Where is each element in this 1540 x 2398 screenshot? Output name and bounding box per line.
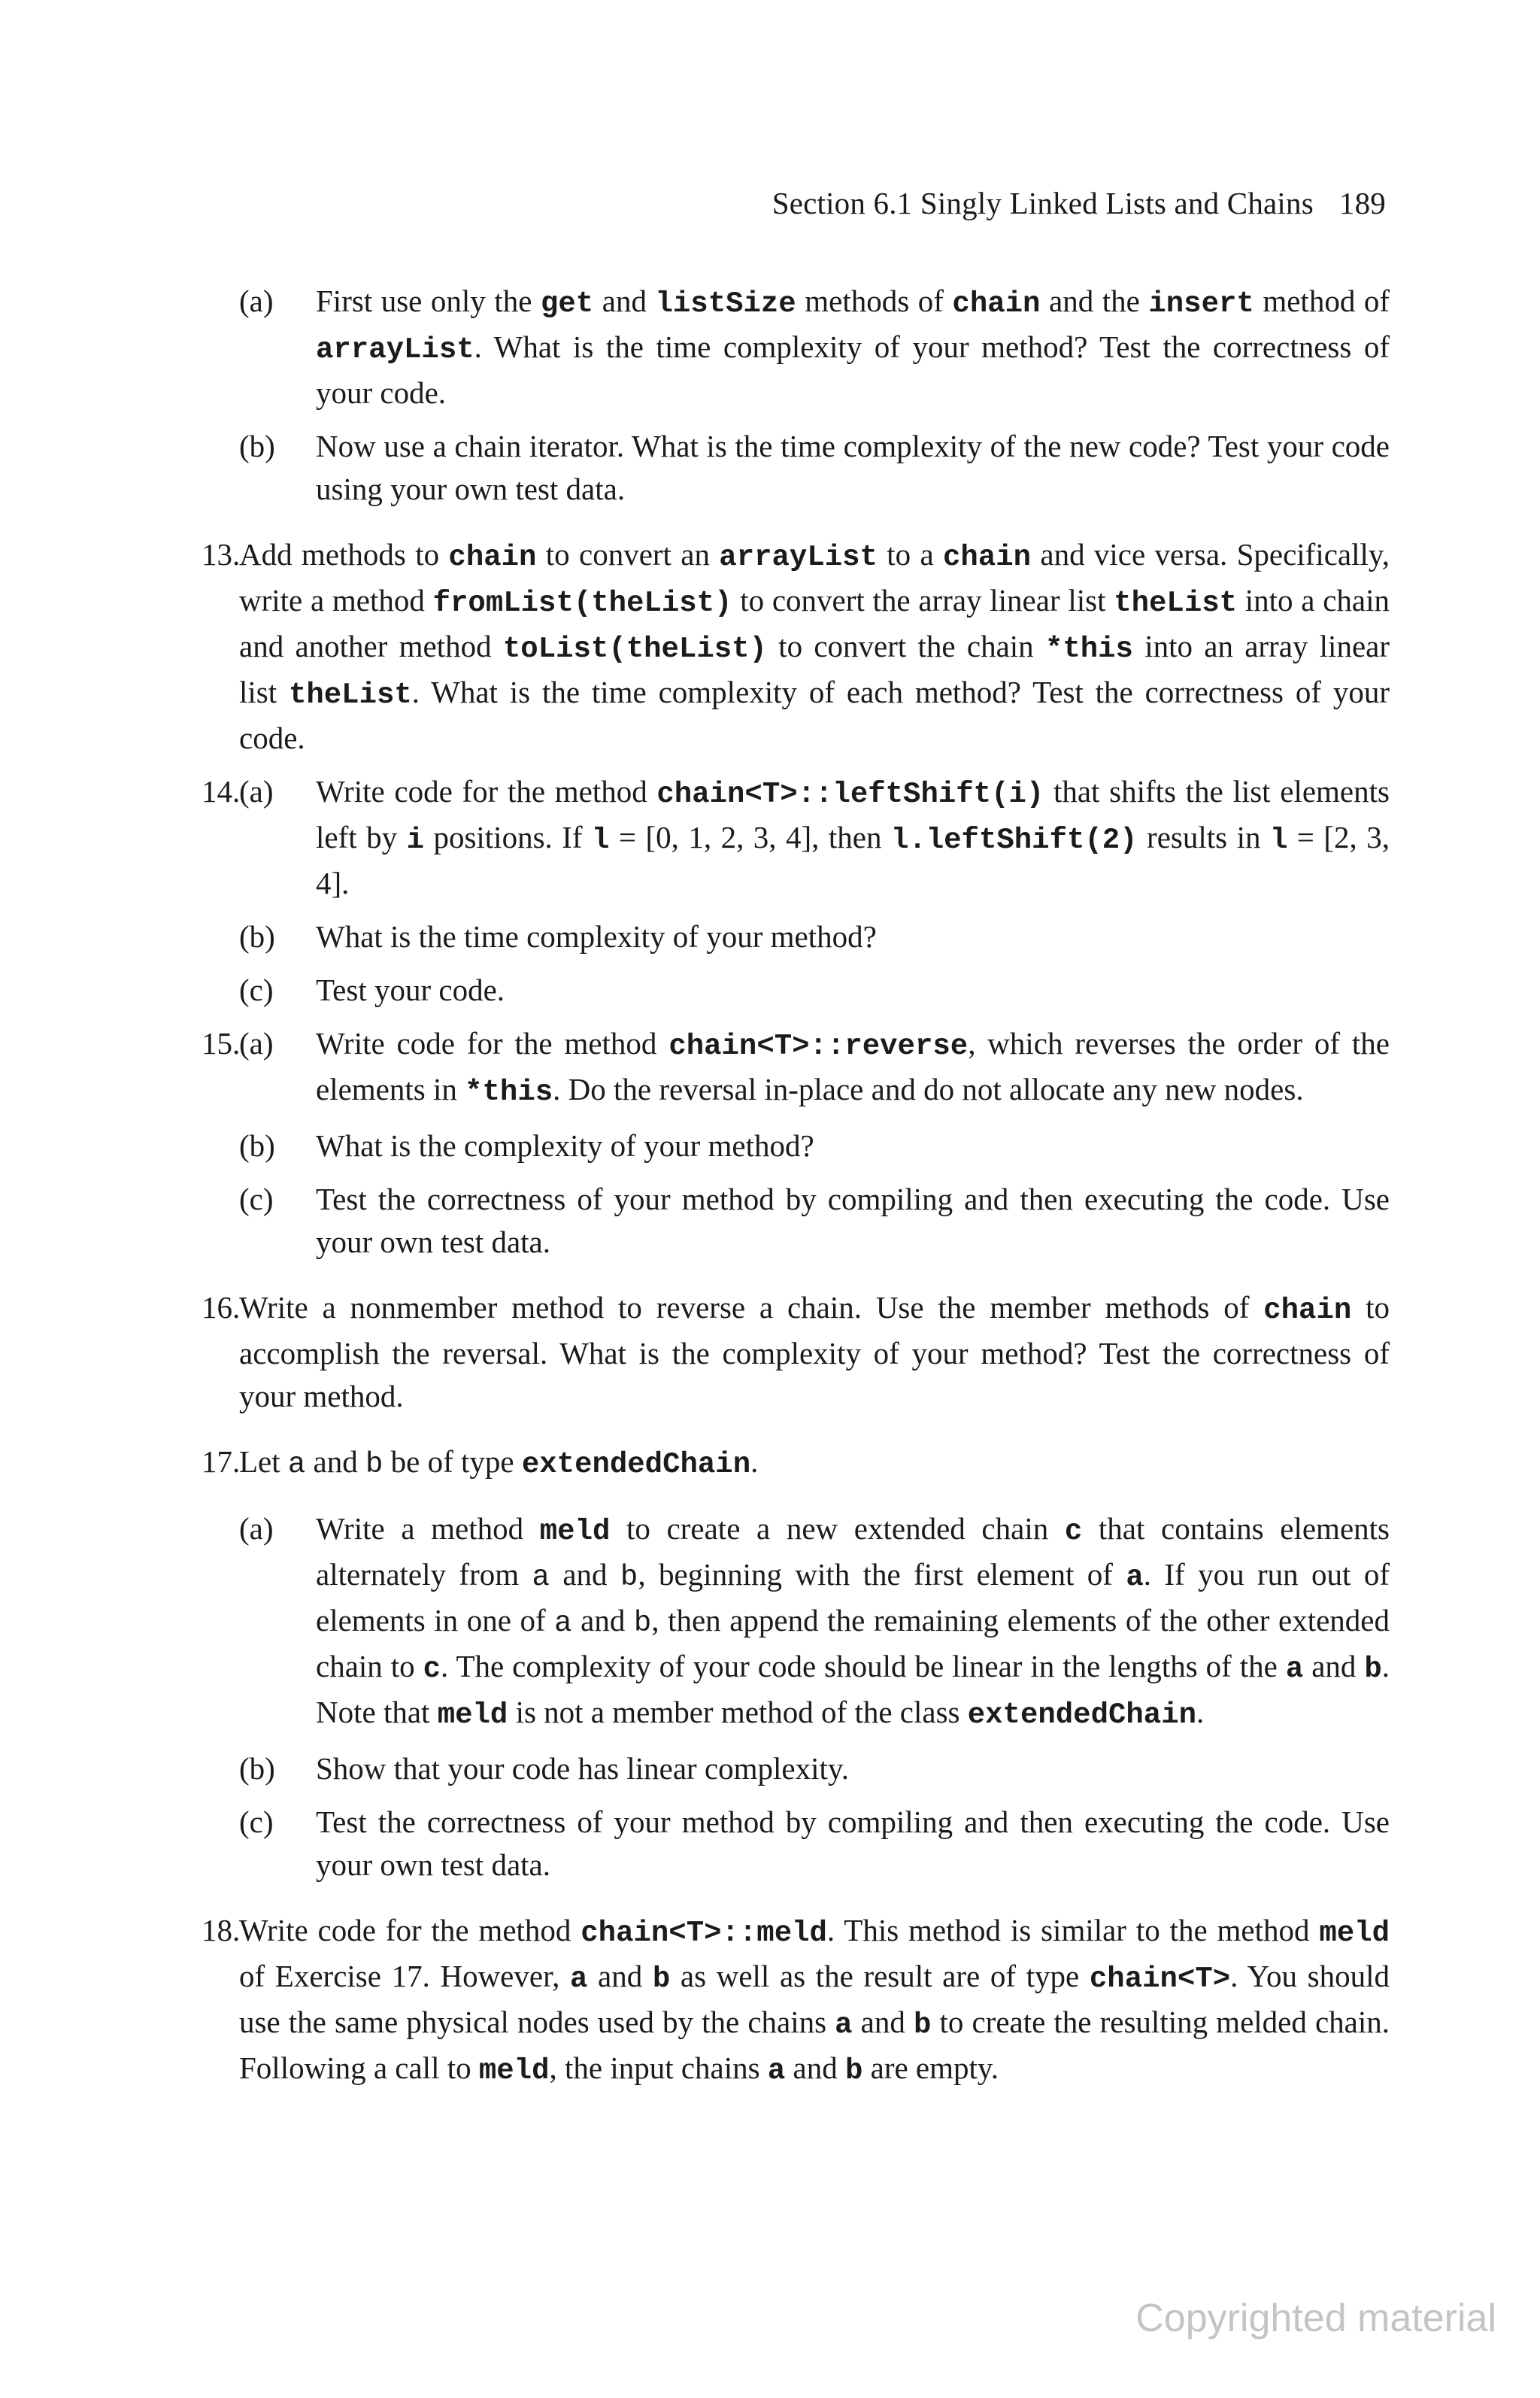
exercise-14-a: (a) Write code for the method chain<T>::leftShift(i) that shifts the list elements left by i positions. If l = [0, 1, 2, 3, 4], then l.leftShift(2) results in l = [2, 3, 4]. — [239, 774, 1390, 900]
exercise-17: 17. Let a and b be of type extendedChain. (a) Write a method meld to create a new extended chain c that contains elements alternately from a and b, beginning with the first element of a. If you run out of elements in one of a and b, then append the remaining elements of the other extended chain to c. The complexity of your code should be linear in the lengths of the a and b. Note that meld is not a member method of the class extendedChain. (b) Show that your code has linear complexity. (c) Test the correctness of your method by compiling and then executing the code. Use your own test data. — [202, 1440, 1390, 1887]
exercise-12-continuation — [202, 280, 1390, 511]
exercise-15-a: (a) Write code for the method chain<T>::reverse, which reverses the order of the elements in *this. Do the reversal in-place and do not allocate any new nodes. — [239, 1026, 1390, 1109]
section-title: Section 6.1 Singly Linked Lists and Chains — [772, 186, 1314, 220]
exercise-17-intro: Let a and b be of type extendedChain. — [239, 1444, 759, 1481]
exercise-14-c: (c) Test your code. — [239, 973, 505, 1007]
exercise-15-b: (b) What is the complexity of your method? — [239, 1128, 814, 1163]
exercise-14: 14. (a) Write code for the method chain<T>::leftShift(i) that shifts the list elements left by i positions. If l = [0, 1, 2, 3, 4], then l.leftShift(2) results in l = [2, 3, 4]. (b) What is the time complexity of your method? (c) Test your code. — [202, 770, 1390, 1012]
exercise-12-a: (a) First use only the get and listSize methods of chain and the insert method of arrayList. What is the time complexity of your method? Test the correctness of your code. — [239, 284, 1390, 410]
exercise-17-a: (a) Write a method meld to create a new extended chain c that contains elements alternately from a and b, beginning with the first element of a. If you run out of elements in one of a and b, then append the remaining elements of the other extended chain to c. The complexity of your code should be linear in the lengths of the a and b. Note that meld is not a member method of the class extendedChain. — [239, 1511, 1390, 1732]
exercise-12-b: (b) Now use a chain iterator. What is the time complexity of the new code? Test your code using your own test data. — [239, 429, 1390, 506]
exercise-17-c: (c) Test the correctness of your method by compiling and then executing the code. Use your own test data. — [239, 1805, 1390, 1882]
exercise-17-b: (b) Show that your code has linear complexity. — [239, 1751, 849, 1786]
exercise-list — [202, 280, 1390, 2093]
running-head — [772, 185, 1386, 221]
exercise-15: 15. (a) Write code for the method chain<T>::reverse, which reverses the order of the elements in *this. Do the reversal in-place and do not allocate any new nodes. (b) What is the complexity of your method? (c) Test the correctness of your method by compiling and then executing the code. Use your own test data. — [202, 1022, 1390, 1264]
exercise-18: 18. Write code for the method chain<T>::meld. This method is similar to the method meld of Exercise 17. However, a and b as well as the result are of type chain<T>. You should use the same physical nodes used by the chains a and b to create the resulting melded chain. Following a call to meld, the input chains a and b are empty. — [202, 1913, 1390, 2087]
page-number: 189 — [1338, 186, 1386, 220]
exercise-15-c: (c) Test the correctness of your method by compiling and then executing the code. Use your own test data. — [239, 1182, 1390, 1259]
exercise-16: 16. Write a nonmember method to reverse a chain. Use the member methods of chain to accomplish the reversal. What is the complexity of your method? Test the correctness of your method. — [202, 1290, 1390, 1413]
exercise-13: 13. Add methods to chain to convert an arrayList to a chain and vice versa. Specifically, write a method fromList(theList) to convert the array linear list theList into a chain and another method toList(theList) to convert the chain *this into an array linear list theList. What is the time complexity of each method? Test the correctness of your code. — [202, 537, 1390, 755]
exercise-14-b: (b) What is the time complexity of your method? — [239, 919, 877, 954]
copyright-watermark: Copyrighted material — [1135, 2296, 1496, 2340]
